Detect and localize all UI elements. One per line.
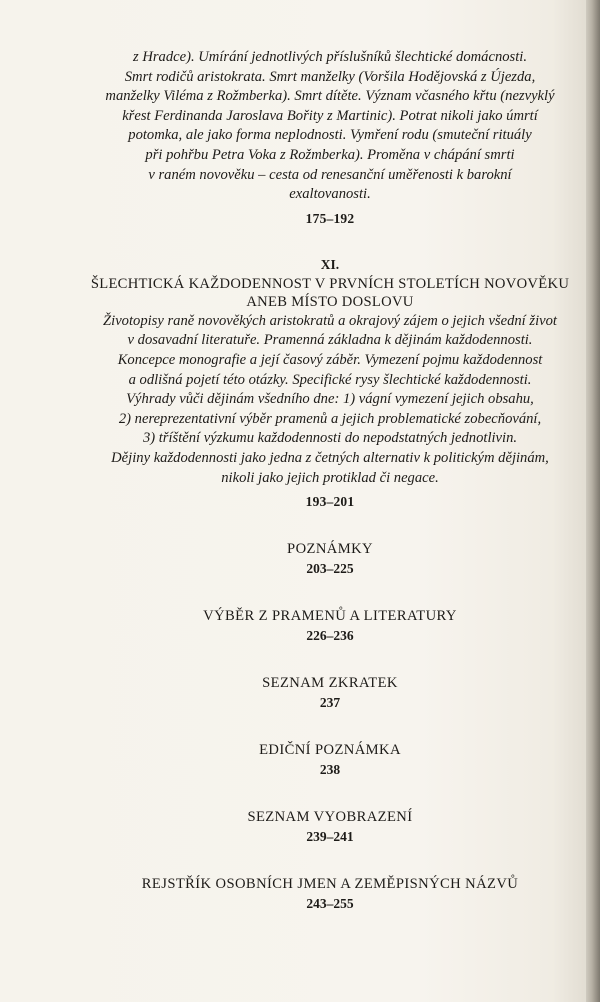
summary-line: při pohřbu Petra Voka z Rožmberka). Proměna v chápání smrti xyxy=(145,146,515,163)
summary-line: z Hradce). Umírání jednotlivých příslušníků šlechtické domácnosti. xyxy=(133,49,527,65)
summary-line: Smrt rodičů aristokrata. Smrt manželky (Voršila Hodějovská z Újezda, xyxy=(124,68,536,85)
summary-line: nikoli jako jejich protiklad či negace. xyxy=(221,469,439,486)
summary-line: Dějiny každodennosti jako jedna z četných alternativ k politickým dějinám, xyxy=(111,449,549,466)
page-range: 238 xyxy=(319,762,341,778)
summary-line: manželky Viléma z Rožmberka). Smrt dítěte. Význam včasného křtu (nezvyklý xyxy=(105,88,555,105)
summary-line: Životopisy raně novověkých aristokratů a okrajový zájem o jejich všední život xyxy=(103,312,557,329)
page-range: 203–225 xyxy=(306,561,354,577)
section-title: REJSTŘÍK OSOBNÍCH JMEN A ZEMĚPISNÝCH NÁZVŮ xyxy=(141,876,519,893)
chapter-summary xyxy=(80,48,580,205)
summary-line: křest Ferdinanda Jaroslava Bořity z Martinic). Potrat nikoli jako úmrtí xyxy=(122,107,538,124)
summary-line: Koncepce monografie a její časový záběr. Vymezení pojmu každodennost xyxy=(117,351,543,368)
summary-line: 3) tříštění výzkumu každodennosti do nepodstatných jednotlivin. xyxy=(142,430,518,447)
toc-section-index xyxy=(80,876,580,912)
toc-section-abbreviations xyxy=(80,675,580,711)
summary-line: potomka, ale jako forma neplodnosti. Vymření rodu (smuteční rituály xyxy=(128,127,532,144)
page-edge xyxy=(586,0,600,1002)
section-title: POZNÁMKY xyxy=(287,541,373,558)
chapter-title-line: ŠLECHTICKÁ KAŽDODENNOST V PRVNÍCH STOLETÍCH NOVOVĚKU xyxy=(90,275,570,292)
summary-line: Výhrady vůči dějinám všedního dne: 1) vágní vymezení jejich obsahu, xyxy=(126,391,534,408)
toc-section-editorial-note xyxy=(80,742,580,778)
page-range: 175–192 xyxy=(305,210,355,226)
chapter-xi xyxy=(80,257,580,510)
summary-line: 2) nereprezentativní výběr pramenů a jejich problematické zobecňování, xyxy=(118,410,542,427)
summary-line: v raném novověku – cesta od renesanční uměřenosti k barokní xyxy=(148,166,512,183)
toc-section-illustrations xyxy=(80,809,580,845)
section-title: VÝBĚR Z PRAMENŮ A LITERATURY xyxy=(203,608,457,625)
summary-line: a odlišná pojetí této otázky. Specifické rysy šlechtické každodennosti. xyxy=(128,371,532,388)
summary-line: exaltovanosti. xyxy=(289,186,371,203)
section-title: SEZNAM VYOBRAZENÍ xyxy=(247,809,413,826)
chapter-title-line: ANEB MÍSTO DOSLOVU xyxy=(246,293,414,310)
page-range: 243–255 xyxy=(306,896,354,912)
page-range: 226–236 xyxy=(306,628,354,644)
chapter-summary xyxy=(80,312,580,488)
section-title: EDIČNÍ POZNÁMKA xyxy=(259,742,401,759)
page-range: 239–241 xyxy=(306,829,354,845)
chapter-number: XI. xyxy=(320,256,340,272)
toc-section-sources xyxy=(80,608,580,644)
section-title: SEZNAM ZKRATEK xyxy=(262,675,398,692)
chapter-title xyxy=(80,275,580,311)
table-of-contents xyxy=(80,48,580,912)
page-range: 237 xyxy=(319,695,341,711)
page-range: 193–201 xyxy=(305,494,355,510)
summary-line: v dosavadní literatuře. Pramenná základna k dějinám každodennosti. xyxy=(127,332,533,349)
toc-section-notes xyxy=(80,541,580,577)
chapter-x-tail xyxy=(80,48,580,227)
